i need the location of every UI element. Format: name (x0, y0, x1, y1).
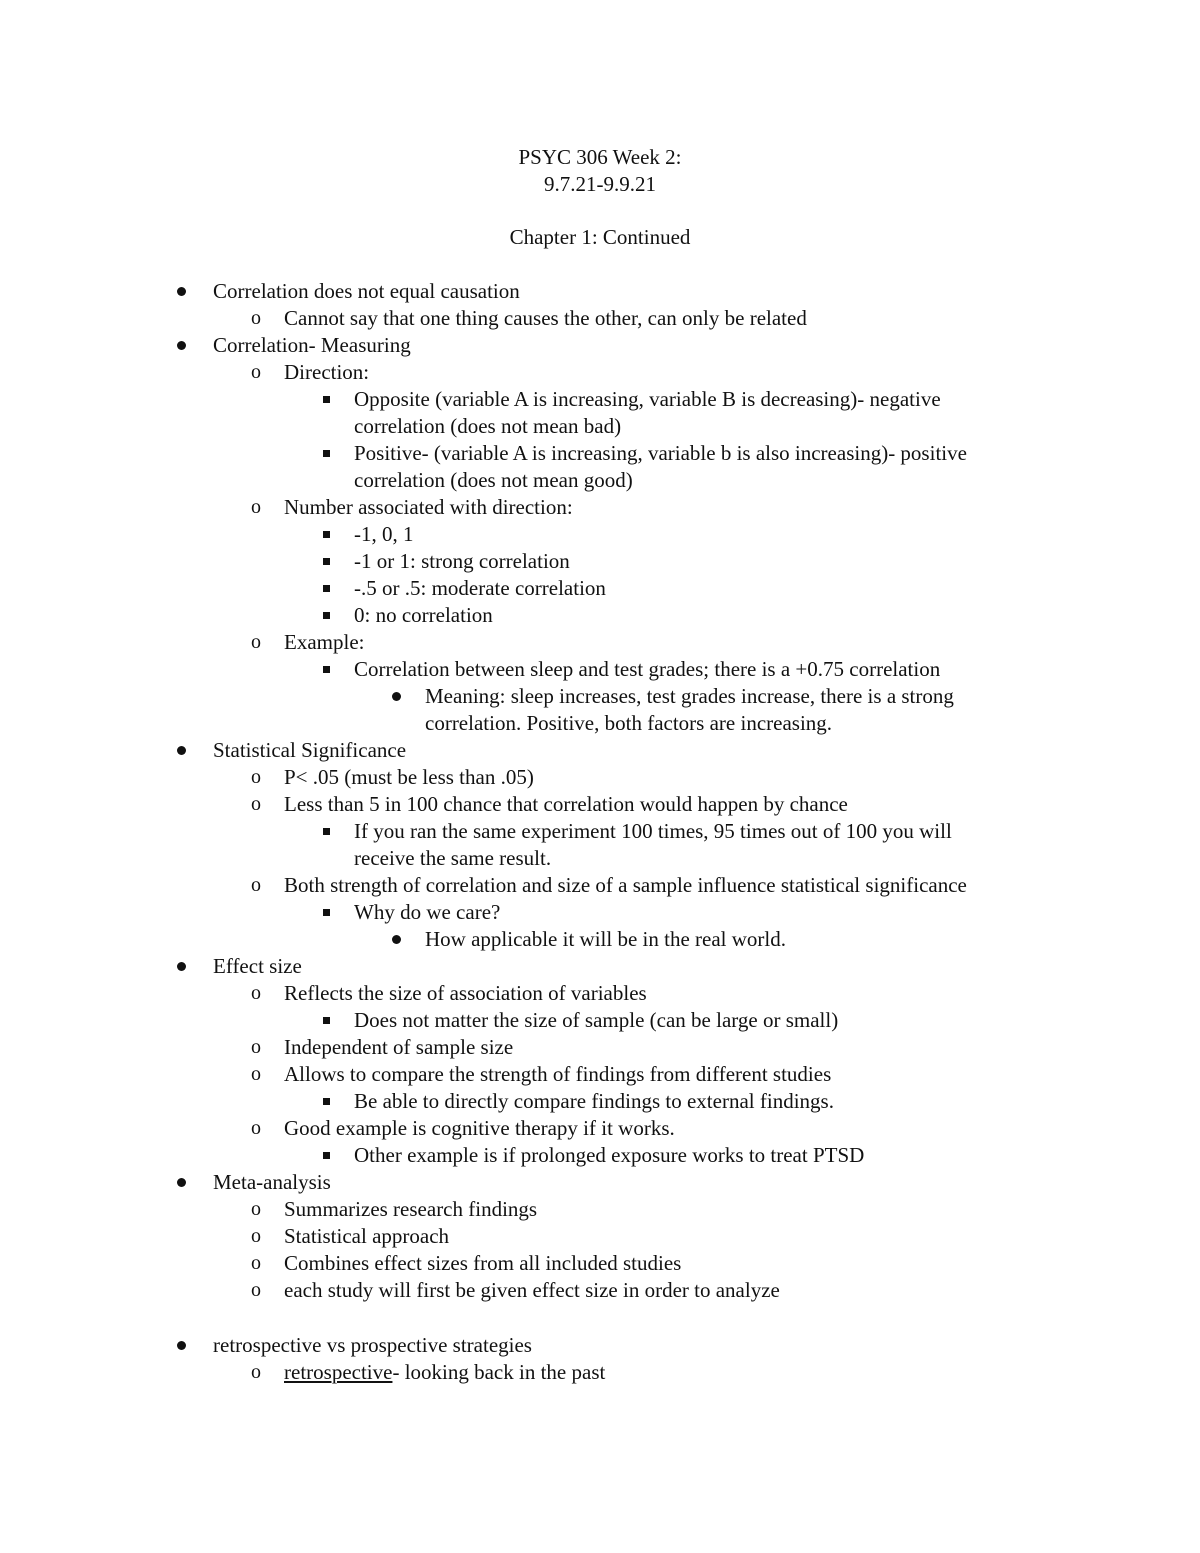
bullet-dot-icon (166, 1332, 196, 1359)
outline-item-level-0 (0, 1169, 1200, 1196)
outline-item-line: Direction: (284, 360, 370, 384)
outline-item-line: -.5 or .5: moderate correlation (354, 576, 606, 600)
bullet-circle-icon: o (251, 307, 261, 329)
outline-item-text (213, 332, 1200, 359)
outline-item-continuation: correlation. Positive, both factors are increasing. (425, 711, 833, 735)
bullet-square-icon (311, 386, 341, 413)
bullet-dot-icon (166, 278, 196, 305)
outline-item-level-2 (0, 575, 1200, 602)
outline-item-line: -1 or 1: strong correlation (354, 549, 570, 573)
bullet-dot-icon (166, 953, 196, 980)
outline-item-text (284, 629, 1200, 656)
outline-item-line: Combines effect sizes from all included studies (284, 1251, 682, 1275)
outline-item-text (284, 359, 1200, 386)
outline-item-level-1 (0, 1223, 1200, 1250)
bullet-square-icon (311, 521, 341, 548)
outline-item-line: Example: (284, 630, 365, 654)
document-dates: 9.7.21-9.9.21 (544, 172, 656, 196)
outline-item-text (284, 980, 1200, 1007)
bullet-square-icon (311, 602, 341, 629)
bullet-square-icon (311, 1007, 341, 1034)
outline-item-line: Correlation does not equal causation (213, 279, 520, 303)
bullet-square-icon (311, 818, 341, 845)
outline-item-level-2 (0, 656, 1200, 683)
outline-item-level-3 (0, 926, 1200, 953)
outline-item-level-1 (0, 359, 1200, 386)
outline-item-text (354, 899, 1200, 926)
outline-item-text (213, 953, 1200, 980)
outline-item-line: Other example is if prolonged exposure works to treat PTSD (354, 1143, 865, 1167)
outline-item-text (425, 926, 1200, 953)
outline-item-level-0 (0, 332, 1200, 359)
outline-item-line: Why do we care? (354, 900, 501, 924)
outline-item-text (425, 683, 1200, 737)
outline-item-line: Statistical Significance (213, 738, 407, 762)
outline-item-level-2 (0, 818, 1200, 872)
outline-item-line: Reflects the size of association of variables (284, 981, 647, 1005)
outline-item-level-0 (0, 953, 1200, 980)
outline-item-level-1 (0, 791, 1200, 818)
outline-item-text (213, 1332, 1200, 1359)
outline-item-level-2 (0, 440, 1200, 494)
outline-item-text (284, 1277, 1200, 1304)
outline-item-text (284, 872, 1200, 899)
outline-item-text (354, 521, 1200, 548)
outline-item-level-2 (0, 1007, 1200, 1034)
outline-item-line: Effect size (213, 954, 302, 978)
outline-item-line: How applicable it will be in the real world. (425, 927, 786, 951)
outline-item-text (354, 1142, 1200, 1169)
bullet-dot-icon (381, 683, 411, 710)
outline-item-continuation: correlation (does not mean bad) (354, 414, 622, 438)
outline-item-level-3 (0, 683, 1200, 737)
outline-item-line: 0: no correlation (354, 603, 493, 627)
bullet-square-icon (311, 548, 341, 575)
bullet-circle-icon: o (251, 1252, 261, 1274)
outline-item-text (354, 548, 1200, 575)
outline-item-line: Number associated with direction: (284, 495, 573, 519)
outline-item-line: Cannot say that one thing causes the other, can only be related (284, 306, 807, 330)
outline-item-line: each study will first be given effect size in order to analyze (284, 1278, 780, 1302)
document-title: PSYC 306 Week 2: (518, 145, 682, 169)
bullet-square-icon (311, 1142, 341, 1169)
outline-item-level-1 (0, 1196, 1200, 1223)
bullet-dot-icon (166, 1169, 196, 1196)
outline-item-line: Summarizes research findings (284, 1197, 538, 1221)
outline-item-text (284, 1223, 1200, 1250)
outline-item-level-2 (0, 548, 1200, 575)
outline-item-level-2 (0, 521, 1200, 548)
outline-item-level-2 (0, 899, 1200, 926)
bullet-dot-icon (166, 737, 196, 764)
outline-item-text (284, 1115, 1200, 1142)
bullet-circle-icon: o (251, 766, 261, 788)
outline-item-text (284, 494, 1200, 521)
outline-item-level-1 (0, 305, 1200, 332)
outline-item-line: Meta-analysis (213, 1170, 331, 1194)
outline-item-line: Correlation between sleep and test grades; there is a +0.75 correlation (354, 657, 941, 681)
outline-item-level-1 (0, 1061, 1200, 1088)
outline-item-line: Allows to compare the strength of findings from different studies (284, 1062, 832, 1086)
blank-line (0, 1304, 1200, 1332)
outline-item-level-2 (0, 386, 1200, 440)
outline-item-level-1 (0, 1115, 1200, 1142)
outline-item-level-1 (0, 872, 1200, 899)
bullet-circle-icon: o (251, 1198, 261, 1220)
outline-item-text (284, 1359, 1200, 1386)
notes-outline (0, 278, 1200, 1386)
outline-item-level-1 (0, 629, 1200, 656)
bullet-circle-icon: o (251, 1225, 261, 1247)
outline-item-text (284, 1034, 1200, 1061)
outline-item-level-0 (0, 1332, 1200, 1359)
outline-item-rest: - looking back in the past (392, 1360, 606, 1384)
bullet-square-icon (311, 440, 341, 467)
bullet-square-icon (311, 899, 341, 926)
outline-item-level-1 (0, 764, 1200, 791)
outline-item-text (354, 440, 1200, 494)
bullet-circle-icon: o (251, 1117, 261, 1139)
bullet-circle-icon: o (251, 631, 261, 653)
outline-item-text (284, 1196, 1200, 1223)
bullet-circle-icon: o (251, 793, 261, 815)
bullet-dot-icon (381, 926, 411, 953)
outline-item-line: Be able to directly compare findings to external findings. (354, 1089, 834, 1113)
outline-item-line: Does not matter the size of sample (can be large or small) (354, 1008, 839, 1032)
outline-item-line: Independent of sample size (284, 1035, 514, 1059)
outline-item-level-0 (0, 737, 1200, 764)
bullet-circle-icon: o (251, 1036, 261, 1058)
outline-item-level-0 (0, 278, 1200, 305)
outline-item-line: Meaning: sleep increases, test grades increase, there is a strong (425, 684, 954, 708)
outline-item-level-2 (0, 1142, 1200, 1169)
outline-item-text (354, 386, 1200, 440)
bullet-circle-icon: o (251, 1063, 261, 1085)
bullet-circle-icon: o (251, 874, 261, 896)
bullet-square-icon (311, 1088, 341, 1115)
outline-item-text (354, 818, 1200, 872)
bullet-circle-icon: o (251, 1279, 261, 1301)
bullet-circle-icon: o (251, 496, 261, 518)
outline-item-text (354, 602, 1200, 629)
outline-item-text (354, 1088, 1200, 1115)
outline-item-line: Less than 5 in 100 chance that correlation would happen by chance (284, 792, 848, 816)
outline-item-line: Both strength of correlation and size of a sample influence statistical significance (284, 873, 967, 897)
outline-item-line: Opposite (variable A is increasing, variable B is decreasing)- negative (354, 387, 941, 411)
chapter-heading: Chapter 1: Continued (509, 225, 691, 249)
outline-item-level-1 (0, 980, 1200, 1007)
outline-item-text (284, 1250, 1200, 1277)
outline-item-text (354, 575, 1200, 602)
outline-item-line: Good example is cognitive therapy if it works. (284, 1116, 675, 1140)
bullet-square-icon (311, 656, 341, 683)
outline-item-text (284, 1061, 1200, 1088)
outline-item-text (354, 656, 1200, 683)
outline-item-continuation: correlation (does not mean good) (354, 468, 633, 492)
outline-item-line: -1, 0, 1 (354, 522, 414, 546)
bullet-square-icon (311, 575, 341, 602)
bullet-circle-icon: o (251, 982, 261, 1004)
outline-item-line: P< .05 (must be less than .05) (284, 765, 534, 789)
outline-item-line: Correlation- Measuring (213, 333, 411, 357)
outline-item-level-1 (0, 494, 1200, 521)
outline-item-text (213, 737, 1200, 764)
outline-item-line: Positive- (variable A is increasing, variable b is also increasing)- positive (354, 441, 967, 465)
outline-item-level-1 (0, 1034, 1200, 1061)
outline-item-line: If you ran the same experiment 100 times, 95 times out of 100 you will (354, 819, 952, 843)
outline-item-text (213, 278, 1200, 305)
outline-item-continuation: receive the same result. (354, 846, 552, 870)
outline-item-level-2 (0, 1088, 1200, 1115)
outline-item-text (354, 1007, 1200, 1034)
bullet-dot-icon (166, 332, 196, 359)
outline-item-level-1 (0, 1250, 1200, 1277)
outline-item-text (284, 764, 1200, 791)
outline-item-level-1 (0, 1359, 1200, 1386)
outline-item-line: Statistical approach (284, 1224, 450, 1248)
outline-item-text (213, 1169, 1200, 1196)
outline-item-line: retrospective vs prospective strategies (213, 1333, 532, 1357)
bullet-circle-icon: o (251, 1361, 261, 1383)
outline-item-text (284, 791, 1200, 818)
outline-item-text (284, 305, 1200, 332)
bullet-circle-icon: o (251, 361, 261, 383)
underlined-term: retrospective (284, 1360, 393, 1384)
outline-item-level-1 (0, 1277, 1200, 1304)
outline-item-level-2 (0, 602, 1200, 629)
